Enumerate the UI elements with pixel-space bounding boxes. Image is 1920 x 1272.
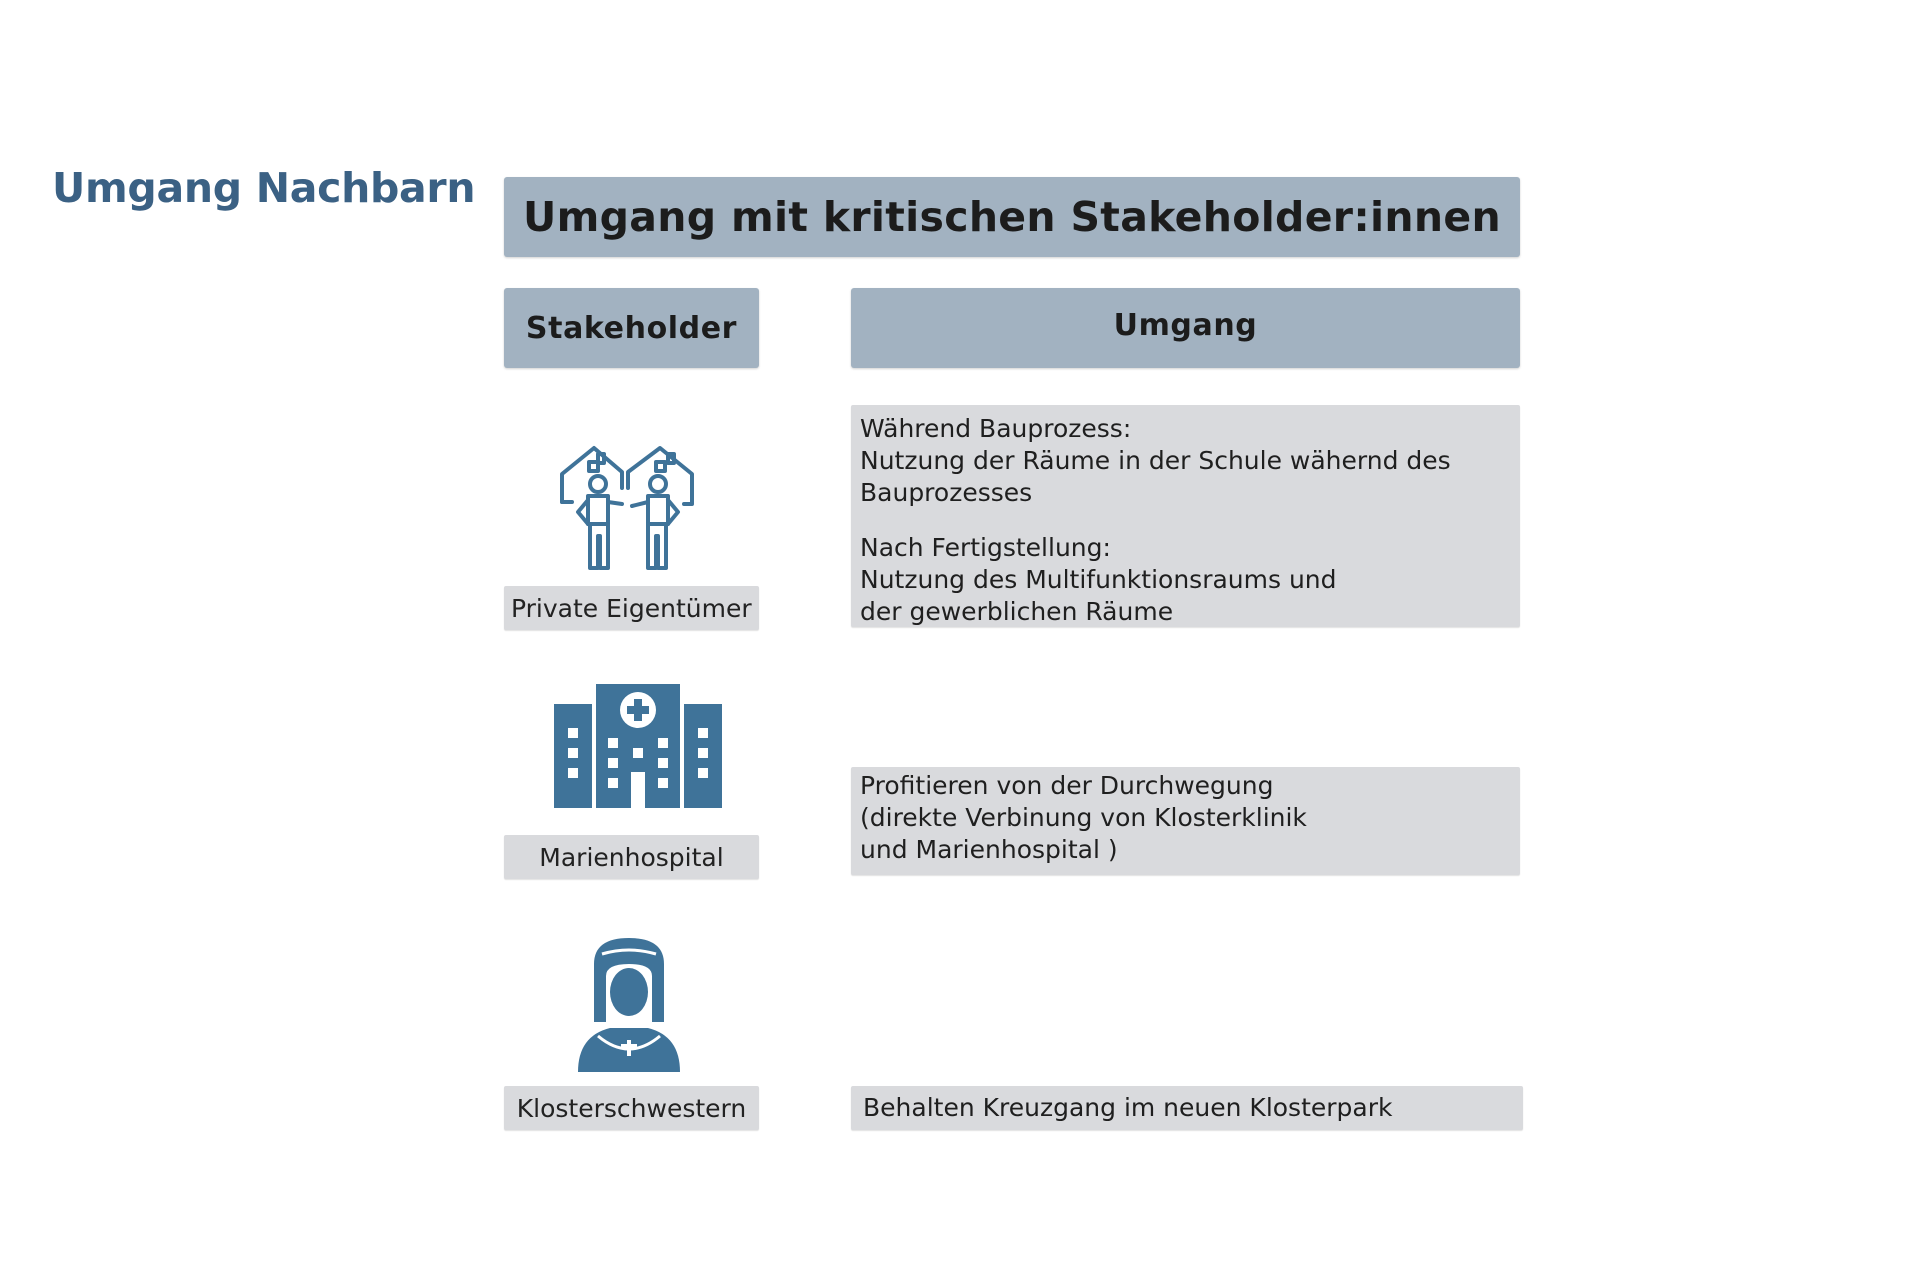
umgang-cell-marienhospital <box>851 767 1520 875</box>
umgang-line: Nutzung des Multifunktionsraums und <box>860 565 1337 594</box>
umgang-line: Nutzung der Räume in der Schule wähernd des <box>860 446 1451 475</box>
umgang-line: Nach Fertigstellung: <box>860 533 1111 562</box>
hospital-building-icon <box>554 684 722 808</box>
stakeholder-label-klosterschwestern: Klosterschwestern <box>504 1086 759 1130</box>
umgang-line: der gewerblichen Räume <box>860 597 1174 626</box>
umgang-line: (direkte Verbinung von Klosterklinik <box>860 803 1307 832</box>
umgang-line: und Marienhospital ) <box>860 835 1118 864</box>
neighbors-houses-icon <box>560 444 700 574</box>
umgang-cell-private-eigentuemer <box>851 405 1520 627</box>
stakeholder-label-private-eigentuemer: Private Eigentümer <box>504 586 759 630</box>
column-header-stakeholder: Stakeholder <box>504 288 759 368</box>
umgang-line: Bauprozesses <box>860 478 1033 507</box>
table-title: Umgang mit kritischen Stakeholder:innen <box>504 177 1520 257</box>
umgang-line: Profitieren von der Durchwegung <box>860 771 1274 800</box>
umgang-line: Behalten Kreuzgang im neuen Klosterpark <box>863 1093 1393 1122</box>
umgang-cell-klosterschwestern <box>851 1086 1523 1130</box>
nun-icon <box>574 936 684 1072</box>
stakeholder-label-marienhospital: Marienhospital <box>504 835 759 879</box>
umgang-line: Während Bauprozess: <box>860 414 1132 443</box>
page-heading: Umgang Nachbarn <box>52 164 476 212</box>
column-header-umgang: Umgang <box>851 288 1520 368</box>
